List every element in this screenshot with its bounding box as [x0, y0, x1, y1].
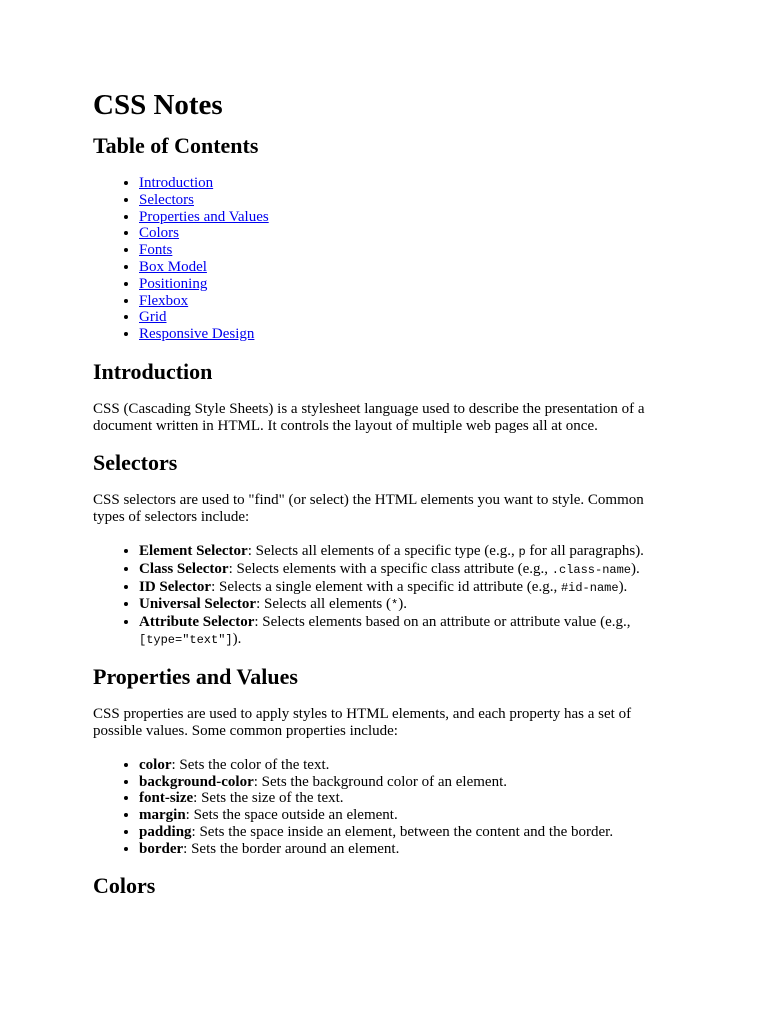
list-item-text: : Selects elements with a specific class attribute (e.g., [228, 560, 552, 577]
list-item [139, 790, 768, 807]
toc-link-colors[interactable]: Colors [139, 225, 180, 242]
toc-item [139, 209, 768, 226]
list-item-text: : Sets the background color of an element. [253, 773, 507, 790]
introduction-paragraph: CSS (Cascading Style Sheets) is a stylesheet language used to describe the presentation of a document written in HTML. It controls the layout of multiple web pages all at once. [93, 400, 645, 434]
list-item-term: Class Selector [139, 560, 229, 577]
toc-list [93, 175, 768, 343]
list-item-text: : Sets the color of the text. [171, 756, 330, 773]
toc-item [139, 175, 768, 192]
code-snippet: * [391, 598, 399, 613]
toc-item [139, 293, 768, 310]
page-title: CSS Notes [93, 89, 223, 121]
toc-item [139, 192, 768, 209]
list-item [139, 774, 768, 791]
list-item [139, 824, 768, 841]
toc-link-flexbox[interactable]: Flexbox [139, 292, 189, 309]
list-item [139, 561, 669, 579]
list-item-term: color [139, 756, 172, 773]
list-item-text: : Selects all elements of a specific type (e.g., [247, 542, 519, 559]
list-item-text: ). [398, 596, 407, 613]
list-item-term: Element Selector [139, 542, 248, 559]
list-item-term: Universal Selector [139, 596, 257, 613]
toc-item [139, 242, 768, 259]
toc-item [139, 276, 768, 293]
list-item [139, 757, 768, 774]
toc-item [139, 259, 768, 276]
toc-link-properties-and-values[interactable]: Properties and Values [139, 208, 269, 225]
list-item [139, 579, 669, 597]
code-snippet: #id-name [560, 580, 619, 595]
list-item-text: : Sets the border around an element. [183, 840, 400, 857]
toc-item [139, 309, 768, 326]
list-item-text: : Sets the size of the text. [193, 790, 344, 807]
list-item [139, 807, 768, 824]
toc-item [139, 326, 768, 343]
selectors-paragraph: CSS selectors are used to "find" (or select) the HTML elements you want to style. Common types of selectors include: [93, 491, 644, 525]
list-item-text: ). [618, 578, 628, 595]
list-item-text: : Selects elements based on an attribute or attribute value (e.g., [254, 614, 631, 631]
list-item-text: : Sets the space inside an element, between the content and the border. [191, 823, 614, 840]
toc-link-introduction[interactable]: Introduction [139, 175, 214, 191]
toc-link-grid[interactable]: Grid [139, 309, 167, 326]
section-heading-colors: Colors [93, 872, 156, 898]
properties-paragraph: CSS properties are used to apply styles to HTML elements, and each property has a set of possible values. Some common properties include: [93, 705, 632, 739]
list-item-text: : Selects all elements ( [256, 596, 392, 613]
list-item-term: background-color [139, 773, 254, 790]
list-item [139, 614, 669, 649]
toc-link-responsive-design[interactable]: Responsive Design [139, 326, 255, 343]
list-item-term: border [139, 840, 184, 857]
list-item-text: : Sets the space outside an element. [185, 807, 398, 824]
list-item [139, 543, 669, 561]
list-item-term: margin [139, 807, 186, 824]
list-item-term: padding [139, 823, 192, 840]
code-snippet: p [518, 544, 526, 559]
list-item [139, 841, 768, 858]
list-item-text: : Selects a single element with a specific id attribute (e.g., [211, 578, 561, 595]
list-item-term: ID Selector [139, 578, 212, 595]
list-item-text: ). [631, 560, 640, 577]
code-snippet: [type="text"] [139, 632, 233, 647]
toc-link-selectors[interactable]: Selectors [139, 191, 194, 208]
code-snippet: .class-name [551, 562, 632, 577]
list-item-text: ). [232, 630, 242, 647]
toc-link-box-model[interactable]: Box Model [139, 258, 207, 275]
properties-list [93, 757, 768, 858]
section-heading-properties-and-values: Properties and Values [93, 663, 298, 689]
list-item [139, 596, 669, 614]
toc-heading: Table of Contents [93, 133, 259, 158]
list-item-text: for all paragraphs). [525, 542, 644, 559]
toc-link-fonts[interactable]: Fonts [139, 242, 173, 259]
selectors-list [93, 543, 768, 649]
toc-item [139, 225, 768, 242]
list-item-term: Attribute Selector [139, 614, 255, 631]
toc-link-positioning[interactable]: Positioning [139, 275, 208, 292]
section-heading-introduction: Introduction [93, 358, 213, 384]
section-heading-selectors: Selectors [93, 449, 178, 475]
list-item-term: font-size [139, 790, 194, 807]
